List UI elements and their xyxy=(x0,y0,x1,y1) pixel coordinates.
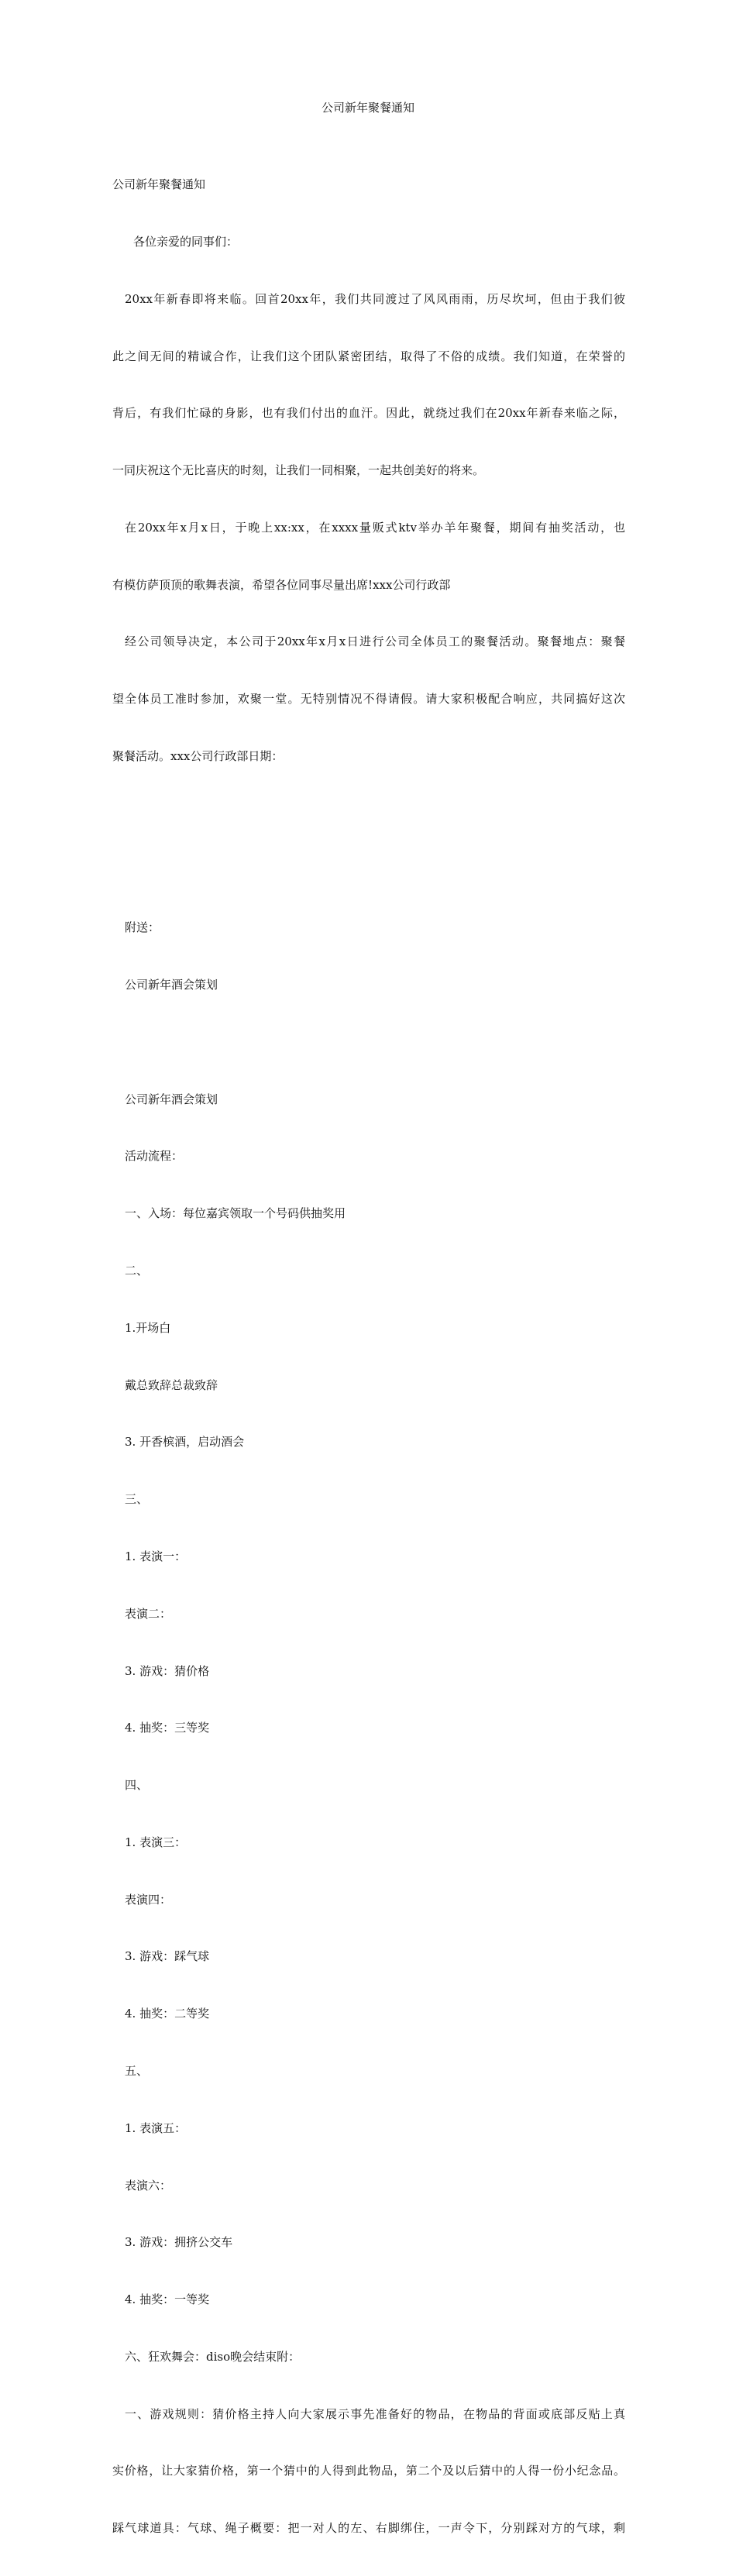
body-line: 四、 xyxy=(125,1778,149,1793)
blank-line xyxy=(112,804,625,824)
body-line: 戴总致辞总裁致辞 xyxy=(125,1377,218,1392)
body-line: 三、 xyxy=(125,1492,149,1507)
body-line: 活动流程： xyxy=(125,1149,184,1164)
body-line: 五、 xyxy=(125,2063,149,2078)
body-line: 附送： xyxy=(125,920,160,935)
body-line: 六、狂欢舞会：diso晚会结束附： xyxy=(125,2349,301,2364)
body-line: 4. 抽奖：二等奖 xyxy=(125,2007,210,2021)
body-line: 经公司领导决定，本公司于20xx年x月x日进行公司全体员工的聚餐活动。聚餐地点：聚餐 xyxy=(125,635,625,649)
body-line: 一、入场：每位嘉宾领取一个号码供抽奖用 xyxy=(125,1206,346,1221)
body-line: 望全体员工准时参加，欢聚一堂。无特别情况不得请假。请大家积极配合响应，共同搞好这次 xyxy=(112,692,625,707)
body-line: 公司新年酒会策划 xyxy=(125,1092,218,1106)
body-line: 1.开场白 xyxy=(125,1320,171,1335)
body-line: 3. 游戏：踩气球 xyxy=(125,1949,210,1964)
body-line: 各位亲爱的同事们： xyxy=(133,234,239,249)
body-line: 表演四： xyxy=(125,1892,172,1907)
body-line: 一、游戏规则：猜价格主持人向大家展示事先准备好的物品，在物品的背面或底部反贴上真 xyxy=(125,2406,625,2421)
body-line: 4. 抽奖：一等奖 xyxy=(125,2292,210,2307)
body-line: 1. 表演五： xyxy=(125,2120,187,2135)
body-line: 实价格，让大家猜价格，第一个猜中的人得到此物品，第二个及以后猜中的人得一份小纪念品。 xyxy=(112,2464,625,2478)
body-line: 3. 游戏：拥挤公交车 xyxy=(125,2235,233,2250)
body-line: 踩气球道具：气球、绳子概要：把一对人的左、右脚绑住，一声令下，分别踩对方的气球，剩 xyxy=(112,2521,625,2536)
body-line: 1. 表演三： xyxy=(125,1835,187,1849)
document-body xyxy=(112,137,625,2576)
body-line: 一同庆祝这个无比喜庆的时刻，让我们一同相聚，一起共创美好的将来。 xyxy=(112,463,485,478)
body-line: 背后，有我们忙碌的身影，也有我们付出的血汗。因此，就绕过我们在20xx年新春来临之际， xyxy=(112,406,625,421)
body-line: 此之间无间的精诚合作，让我们这个团队紧密团结，取得了不俗的成绩。我们知道，在荣誉的 xyxy=(112,349,625,363)
body-line: 二、 xyxy=(125,1264,149,1278)
body-line: 聚餐活动。xxx公司行政部日期： xyxy=(112,749,284,763)
body-line: 公司新年酒会策划 xyxy=(125,978,218,992)
body-line: 表演六： xyxy=(125,2178,172,2193)
body-line: 20xx年新春即将来临。回首20xx年，我们共同渡过了风风雨雨，历尽坎坷，但由于我们彼 xyxy=(125,291,625,306)
body-line: 3. 开香槟酒，启动酒会 xyxy=(125,1435,245,1450)
body-line: 有模仿萨顶顶的歌舞表演，希望各位同事尽量出席!xxx公司行政部 xyxy=(112,577,451,592)
body-line: 1. 表演一： xyxy=(125,1549,187,1563)
document-title: 公司新年聚餐通知 xyxy=(321,101,414,115)
body-line: 在20xx年x月x日，于晚上xx:xx，在xxxx量贩式ktv举办羊年聚餐，期间有抽奖活动，也 xyxy=(125,520,625,535)
body-line: 表演二： xyxy=(125,1606,172,1621)
body-line: 4. 抽奖：三等奖 xyxy=(125,1721,210,1735)
body-line: 3. 游戏：猜价格 xyxy=(125,1663,210,1678)
blank-line xyxy=(112,1033,625,1052)
blank-line xyxy=(112,862,625,881)
body-line: 公司新年聚餐通知 xyxy=(112,177,206,192)
